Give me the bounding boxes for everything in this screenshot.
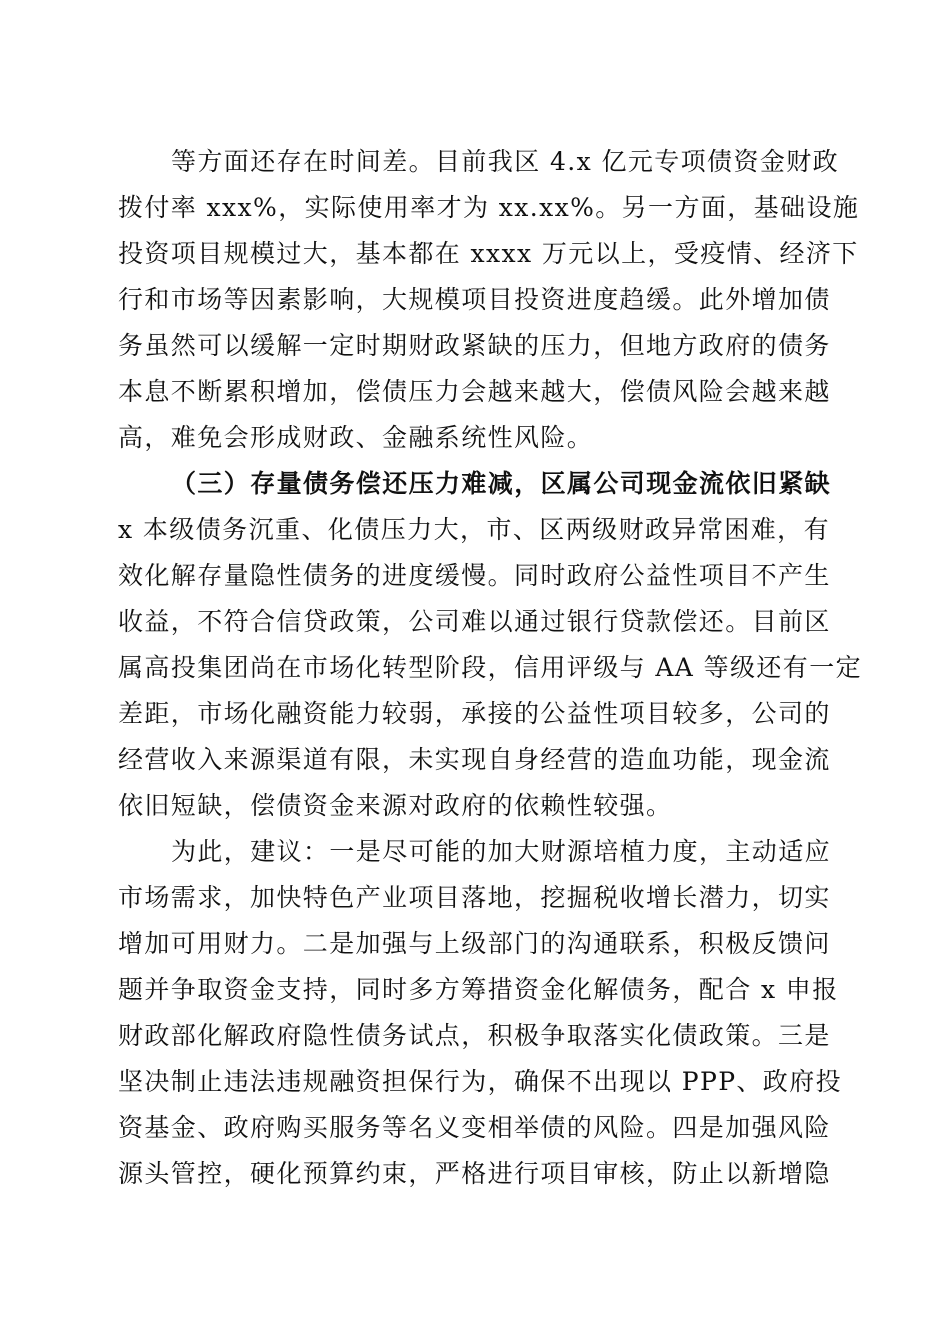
text-line: 市场需求，加快特色产业项目落地，挖掘税收增长潜力，切实 [118,883,831,912]
text-line: 财政部化解政府隐性债务试点，积极争取落实化债政策。三是 [118,1021,831,1050]
text-line: 依旧短缺，偿债资金来源对政府的依赖性较强。 [118,791,673,820]
text-line: 效化解存量隐性债务的进度缓慢。同时政府公益性项目不产生 [118,561,831,590]
paragraph-recommendations [118,829,843,1197]
paragraph-section-three [118,461,863,829]
text-line: 属高投集团尚在市场化转型阶段，信用评级与 AA 等级还有一定 [118,653,863,682]
text-line: 源头管控，硬化预算约束，严格进行项目审核，防止以新增隐 [118,1159,831,1188]
text-line: 行和市场等因素影响，大规模项目投资进度趋缓。此外增加债 [118,285,831,314]
text-line: 投资项目规模过大，基本都在 xxxx 万元以上，受疫情、经济下 [118,239,859,268]
text-line: 坚决制止违法违规融资担保行为，确保不出现以 PPP、政府投 [118,1067,843,1096]
text-line: 增加可用财力。二是加强与上级部门的沟通联系，积极反馈问 [118,929,831,958]
paragraph-time-gap [118,139,860,461]
text-line: 收益，不符合信贷政策，公司难以通过银行贷款偿还。目前区 [118,607,831,636]
text-line: 差距，市场化融资能力较弱，承接的公益性项目较多，公司的 [118,699,831,728]
text-line: 为此，建议：一是尽可能的加大财源培植力度，主动适应 [171,837,832,866]
section-heading: （三）存量债务偿还压力难减，区属公司现金流依旧紧缺 [171,469,832,498]
text-line: 务虽然可以缓解一定时期财政紧缺的压力，但地方政府的债务 [118,331,831,360]
document-body [118,139,863,1197]
text-line: 等方面还存在时间差。目前我区 4.x 亿元专项债资金财政 [171,147,840,176]
text-line: 高，难免会形成财政、金融系统性风险。 [118,423,594,452]
text-line: 经营收入来源渠道有限，未实现自身经营的造血功能，现金流 [118,745,831,774]
text-line: 本息不断累积增加，偿债压力会越来越大，偿债风险会越来越 [118,377,831,406]
text-line: x 本级债务沉重、化债压力大，市、区两级财政异常困难，有 [118,515,830,544]
text-line: 拨付率 xxx%，实际使用率才为 xx.xx%。另一方面，基础设施 [118,193,860,222]
text-line: 题并争取资金支持，同时多方筹措资金化解债务，配合 x 申报 [118,975,839,1004]
text-line: 资基金、政府购买服务等名义变相举债的风险。四是加强风险 [118,1113,831,1142]
